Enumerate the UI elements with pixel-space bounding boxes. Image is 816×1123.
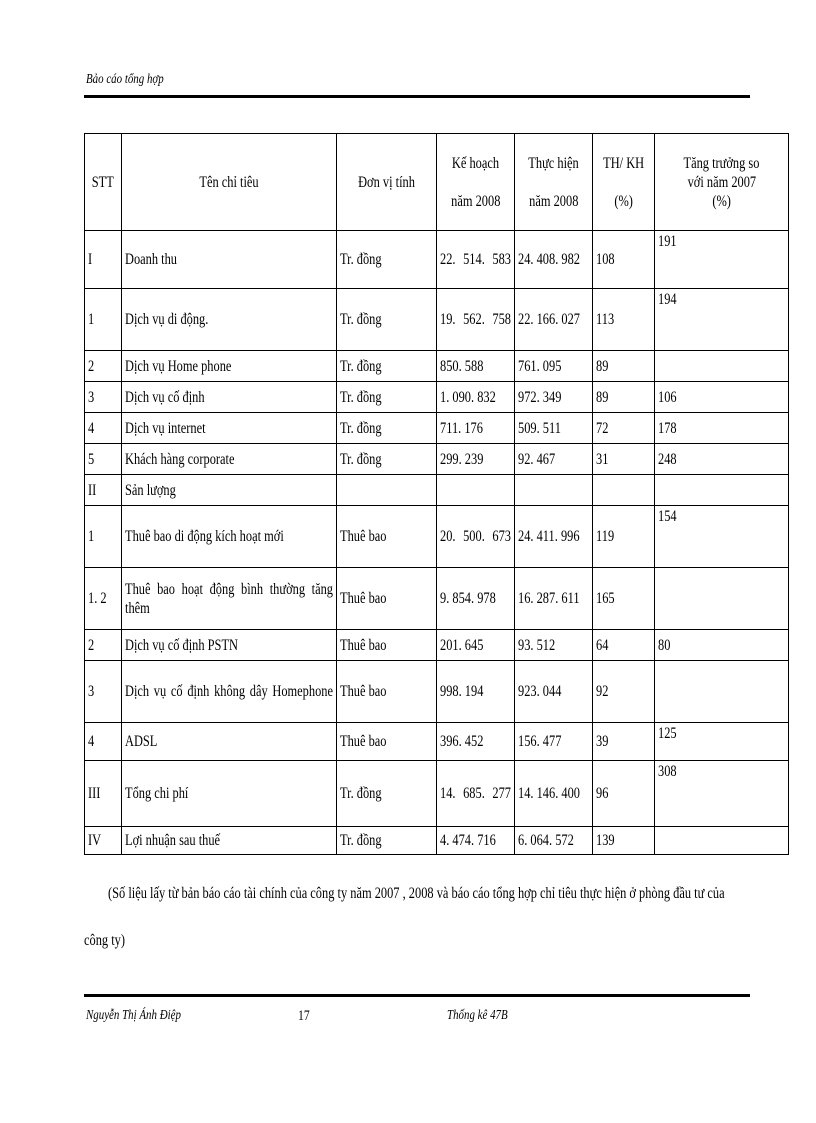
footer-class: Thống kê 47B [447,1008,508,1023]
cell-stt: 3 [85,382,122,413]
cell-actual: 22. 166. 027 [515,289,593,351]
cell-name: Tổng chi phí [122,761,337,827]
cell-actual: 24. 411. 996 [515,506,593,568]
table-row [85,761,789,827]
cell-name: ADSL [122,723,337,761]
table-row [85,413,789,444]
cell-stt: I [85,231,122,289]
cell-stt: 1. 2 [85,568,122,630]
table-header-row [85,134,789,231]
col-header-stt: STT [85,134,122,231]
cell-plan: 711. 176 [437,413,515,444]
page-number: 17 [298,1008,310,1024]
cell-plan: 1. 090. 832 [437,382,515,413]
cell-ratio [593,475,655,506]
cell-growth [655,475,789,506]
cell-actual: 24. 408. 982 [515,231,593,289]
cell-actual: 761. 095 [515,351,593,382]
cell-plan: 201. 645 [437,630,515,661]
col-header-unit: Đơn vị tính [337,134,437,231]
cell-ratio: 39 [593,723,655,761]
cell-growth: 308 [655,761,789,827]
cell-growth: 248 [655,444,789,475]
cell-name: Khách hàng corporate [122,444,337,475]
table-row [85,827,789,855]
footer-author: Nguyễn Thị Ánh Điệp [86,1008,181,1023]
cell-name: Dịch vụ cố định PSTN [122,630,337,661]
cell-plan: 299. 239 [437,444,515,475]
cell-actual: 923. 044 [515,661,593,723]
table-row [85,382,789,413]
cell-ratio: 72 [593,413,655,444]
table-row [85,630,789,661]
cell-growth [655,827,789,855]
cell-unit [337,475,437,506]
cell-actual [515,475,593,506]
table-row [85,289,789,351]
cell-actual: 972. 349 [515,382,593,413]
cell-unit: Tr. đồng [337,413,437,444]
cell-growth: 125 [655,723,789,761]
cell-unit: Thuê bao [337,568,437,630]
results-table [84,133,789,855]
report-header-title: Bảo cáo tổng hợp [86,72,164,87]
table-row [85,661,789,723]
header-rule [84,95,750,98]
cell-unit: Tr. đồng [337,444,437,475]
cell-plan: 20. 500. 673 [437,506,515,568]
cell-plan: 19. 562. 758 [437,289,515,351]
col-header-plan: Kế hoạch năm 2008 [437,134,515,231]
cell-ratio: 64 [593,630,655,661]
cell-growth: 178 [655,413,789,444]
cell-stt: 2 [85,630,122,661]
table-row [85,351,789,382]
cell-stt: 1 [85,506,122,568]
cell-stt: 2 [85,351,122,382]
cell-unit: Tr. đồng [337,231,437,289]
cell-unit: Tr. đồng [337,827,437,855]
cell-plan: 9. 854. 978 [437,568,515,630]
cell-growth: 194 [655,289,789,351]
source-note: (Số liệu lấy từ bản báo cáo tài chính của công ty năm 2007 , 2008 và báo cáo tổng hợp chỉ tiêu thực hiện ở phòng đầu tư của công ty) [84,885,725,949]
cell-name: Sản lượng [122,475,337,506]
cell-ratio: 92 [593,661,655,723]
cell-plan: 22. 514. 583 [437,231,515,289]
cell-plan: 4. 474. 716 [437,827,515,855]
cell-unit: Tr. đồng [337,289,437,351]
cell-name: Lợi nhuận sau thuế [122,827,337,855]
footer-rule [84,994,750,997]
cell-name: Thuê bao di động kích hoạt mới [122,506,337,568]
cell-actual: 92. 467 [515,444,593,475]
cell-actual: 509. 511 [515,413,593,444]
cell-growth: 80 [655,630,789,661]
cell-name: Dịch vụ di động. [122,289,337,351]
table-row [85,568,789,630]
cell-stt: 4 [85,723,122,761]
cell-stt: II [85,475,122,506]
cell-name: Dịch vụ Home phone [122,351,337,382]
cell-ratio: 139 [593,827,655,855]
cell-stt: 5 [85,444,122,475]
cell-unit: Thuê bao [337,723,437,761]
cell-plan: 396. 452 [437,723,515,761]
cell-plan: 14. 685. 277 [437,761,515,827]
cell-ratio: 119 [593,506,655,568]
cell-name: Dịch vụ internet [122,413,337,444]
table-row [85,475,789,506]
col-header-growth: Tăng trưởng so với năm 2007 (%) [655,134,789,231]
cell-name: Dịch vụ cố định không dây Homephone [122,661,337,723]
cell-plan: 998. 194 [437,661,515,723]
cell-growth [655,661,789,723]
cell-growth [655,568,789,630]
table-row [85,444,789,475]
col-header-ratio: TH/ KH (%) [593,134,655,231]
cell-stt: 1 [85,289,122,351]
cell-ratio: 89 [593,351,655,382]
cell-growth [655,351,789,382]
cell-actual: 156. 477 [515,723,593,761]
cell-ratio: 96 [593,761,655,827]
cell-unit: Tr. đồng [337,351,437,382]
cell-growth: 106 [655,382,789,413]
cell-name: Dịch vụ cố định [122,382,337,413]
table-row [85,723,789,761]
cell-actual: 16. 287. 611 [515,568,593,630]
col-header-actual: Thực hiện năm 2008 [515,134,593,231]
cell-unit: Tr. đồng [337,382,437,413]
cell-stt: 3 [85,661,122,723]
col-header-name: Tên chỉ tiêu [122,134,337,231]
cell-stt: 4 [85,413,122,444]
cell-ratio: 108 [593,231,655,289]
cell-growth: 154 [655,506,789,568]
cell-unit: Thuê bao [337,661,437,723]
cell-growth: 191 [655,231,789,289]
table-row [85,231,789,289]
cell-ratio: 89 [593,382,655,413]
cell-unit: Thuê bao [337,630,437,661]
table-row [85,506,789,568]
cell-actual: 14. 146. 400 [515,761,593,827]
cell-plan [437,475,515,506]
cell-ratio: 113 [593,289,655,351]
cell-plan: 850. 588 [437,351,515,382]
cell-stt: IV [85,827,122,855]
cell-stt: III [85,761,122,827]
cell-name: Thuê bao hoạt động bình thường tăng thêm [122,568,337,630]
cell-name: Doanh thu [122,231,337,289]
cell-actual: 93. 512 [515,630,593,661]
cell-ratio: 31 [593,444,655,475]
cell-unit: Tr. đồng [337,761,437,827]
cell-ratio: 165 [593,568,655,630]
cell-unit: Thuê bao [337,506,437,568]
cell-actual: 6. 064. 572 [515,827,593,855]
